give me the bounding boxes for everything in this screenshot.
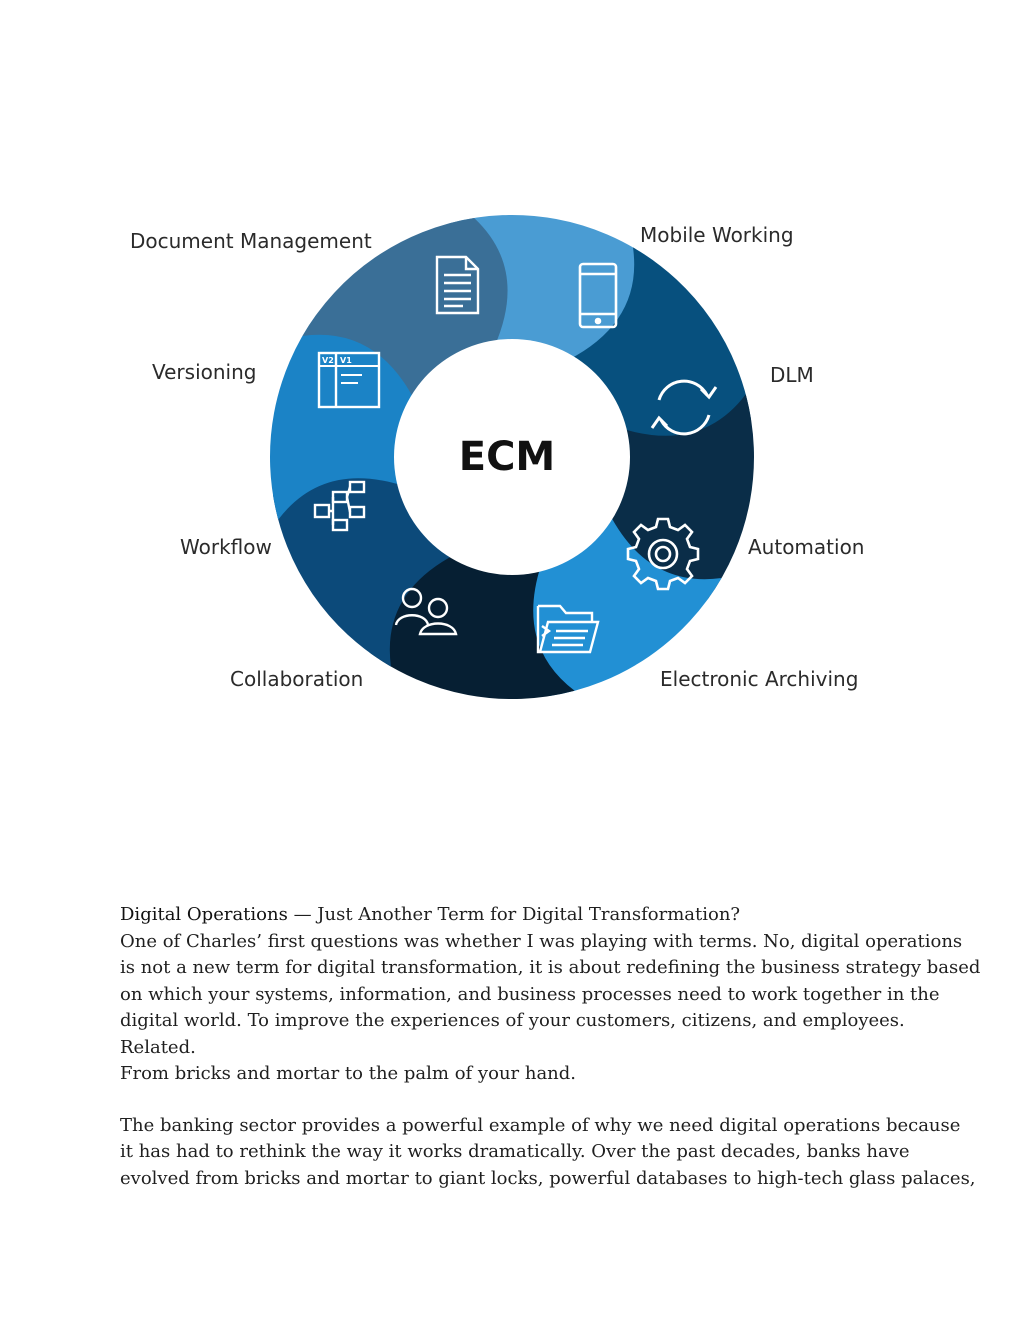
paragraph2-line: it has had to rethink the way it works dramatically. Over the past decades, banks have — [120, 1141, 910, 1162]
paragraph1-line: is not a new term for digital transformation, it is about redefining the business strategy based — [120, 957, 981, 978]
paragraph-gap — [120, 1088, 910, 1113]
digital-operations-link[interactable]: Digital Operations — [120, 904, 288, 925]
related-article-link[interactable]: From bricks and mortar to the palm of your hand. — [120, 1063, 577, 1084]
article-body — [120, 902, 981, 1192]
center-label: ECM — [458, 434, 556, 480]
paragraph1-line: on which your systems, information, and business processes need to work together in the — [120, 983, 940, 1005]
paragraph1-line: One of Charles’ first questions was whether I was playing with terms. No, digital operations — [120, 930, 963, 952]
paragraph2-line: The banking sector provides a powerful example of why we need digital operations because — [120, 1114, 961, 1136]
label-electronic-archiving: Electronic Archiving — [660, 667, 859, 691]
label-document-management: Document Management — [130, 229, 372, 253]
paragraph2-line: evolved from bricks and mortar to giant locks, powerful databases to high-tech glass palaces, — [120, 1167, 976, 1189]
label-workflow: Workflow — [180, 535, 272, 559]
label-automation: Automation — [748, 535, 865, 559]
label-dlm: DLM — [770, 363, 814, 387]
label-collaboration: Collaboration — [230, 667, 364, 691]
article-heading — [120, 902, 910, 929]
related-label: Related. — [120, 1036, 196, 1058]
label-mobile-working: Mobile Working — [640, 223, 794, 247]
heading-rest: — Just Another Term for Digital Transformation? — [287, 904, 741, 925]
version-tag-v1: V1 — [340, 356, 352, 365]
paragraph1-line: digital world. To improve the experiences of your customers, citizens, and employees. — [120, 1010, 905, 1031]
label-versioning: Versioning — [152, 360, 257, 384]
version-tag-v2: V2 — [322, 356, 334, 365]
